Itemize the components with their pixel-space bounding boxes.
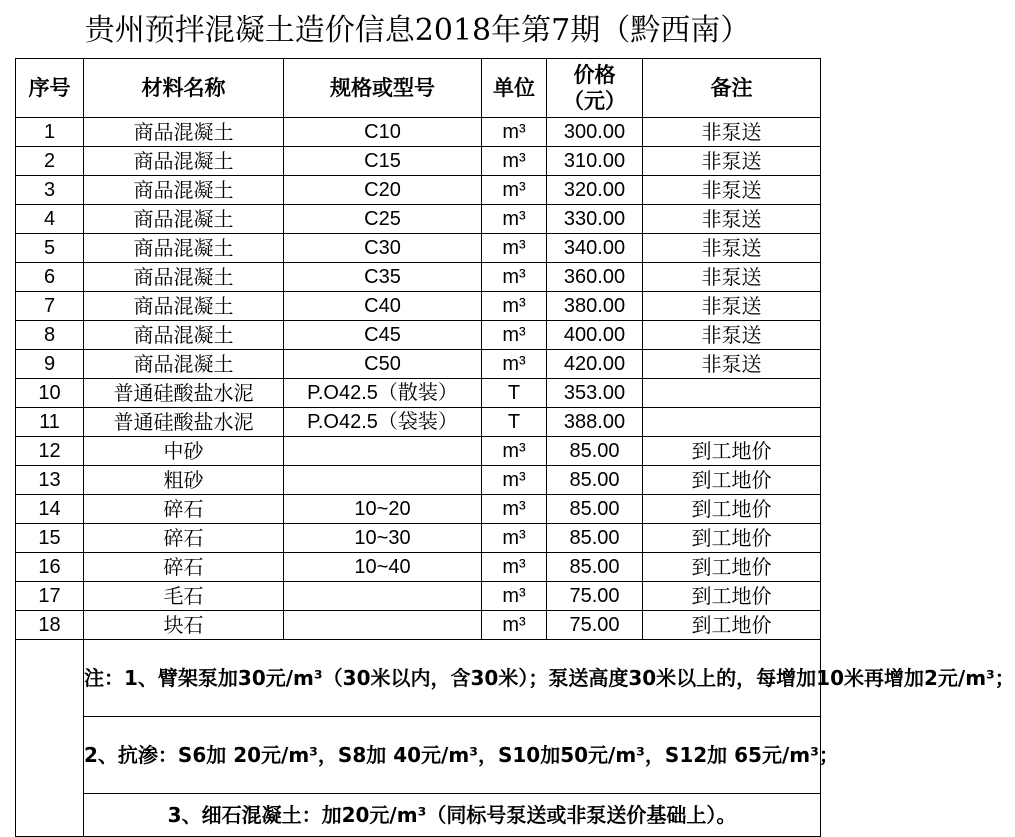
header-name: 材料名称 [84, 59, 284, 118]
cell-remark: 非泵送 [643, 292, 821, 321]
cell-remark: 到工地价 [643, 611, 821, 640]
cell-unit: m³ [482, 611, 547, 640]
cell-spec: 10~30 [284, 524, 482, 553]
cell-price: 75.00 [547, 582, 643, 611]
cell-seq: 5 [16, 234, 84, 263]
header-spec: 规格或型号 [284, 59, 482, 118]
cell-seq: 15 [16, 524, 84, 553]
header-price-line1: 价格 [573, 63, 616, 87]
table-row [16, 350, 821, 379]
cell-price: 400.00 [547, 321, 643, 350]
cell-name: 商品混凝土 [84, 350, 284, 379]
cell-remark: 非泵送 [643, 321, 821, 350]
table-row [16, 495, 821, 524]
cell-price: 320.00 [547, 176, 643, 205]
cell-seq: 18 [16, 611, 84, 640]
cell-unit: m³ [482, 292, 547, 321]
cell-remark: 到工地价 [643, 437, 821, 466]
cell-name: 块石 [84, 611, 284, 640]
table-row [16, 408, 821, 437]
table-row [16, 524, 821, 553]
cell-seq: 2 [16, 147, 84, 176]
table-row [16, 466, 821, 495]
cell-price: 340.00 [547, 234, 643, 263]
cell-remark: 非泵送 [643, 176, 821, 205]
cell-name: 碎石 [84, 495, 284, 524]
note-blank-cell [16, 640, 84, 837]
cell-remark: 非泵送 [643, 350, 821, 379]
cell-price: 75.00 [547, 611, 643, 640]
cell-remark: 到工地价 [643, 495, 821, 524]
cell-unit: m³ [482, 234, 547, 263]
cell-name: 商品混凝土 [84, 176, 284, 205]
cell-name: 普通硅酸盐水泥 [84, 379, 284, 408]
cell-seq: 6 [16, 263, 84, 292]
table-row [16, 292, 821, 321]
cell-remark: 非泵送 [643, 234, 821, 263]
table-row [16, 379, 821, 408]
cell-unit: m³ [482, 437, 547, 466]
note-row-2 [16, 717, 821, 794]
cell-seq: 13 [16, 466, 84, 495]
cell-spec [284, 582, 482, 611]
cell-name: 碎石 [84, 553, 284, 582]
cell-name: 商品混凝土 [84, 292, 284, 321]
cell-seq: 16 [16, 553, 84, 582]
cell-price: 420.00 [547, 350, 643, 379]
cell-price: 85.00 [547, 495, 643, 524]
table-body [16, 118, 821, 640]
cell-remark: 到工地价 [643, 553, 821, 582]
cell-unit: m³ [482, 495, 547, 524]
cell-seq: 8 [16, 321, 84, 350]
cell-name: 商品混凝土 [84, 263, 284, 292]
table-row [16, 553, 821, 582]
table-row [16, 263, 821, 292]
cell-unit: T [482, 379, 547, 408]
cell-name: 毛石 [84, 582, 284, 611]
table-row [16, 582, 821, 611]
cell-price: 85.00 [547, 524, 643, 553]
table-row [16, 437, 821, 466]
cell-spec: C40 [284, 292, 482, 321]
cell-spec: C30 [284, 234, 482, 263]
note-row-3 [16, 794, 821, 837]
cell-seq: 3 [16, 176, 84, 205]
cell-unit: m³ [482, 524, 547, 553]
cell-price: 360.00 [547, 263, 643, 292]
table-row [16, 176, 821, 205]
cell-seq: 7 [16, 292, 84, 321]
cell-remark [643, 408, 821, 437]
header-price-line2: （元） [563, 89, 626, 113]
cell-price: 353.00 [547, 379, 643, 408]
cell-name: 商品混凝土 [84, 205, 284, 234]
header-price [547, 59, 643, 118]
note-row-1 [16, 640, 821, 717]
table-row [16, 118, 821, 147]
cell-seq: 1 [16, 118, 84, 147]
cell-price: 330.00 [547, 205, 643, 234]
cell-spec: C50 [284, 350, 482, 379]
cell-price: 380.00 [547, 292, 643, 321]
cell-remark: 非泵送 [643, 147, 821, 176]
cell-unit: T [482, 408, 547, 437]
table-row [16, 147, 821, 176]
price-table [15, 58, 1015, 837]
cell-unit: m³ [482, 263, 547, 292]
cell-seq: 12 [16, 437, 84, 466]
header-row [16, 59, 821, 118]
table-row [16, 234, 821, 263]
cell-spec: 10~20 [284, 495, 482, 524]
cell-seq: 10 [16, 379, 84, 408]
header-unit: 单位 [482, 59, 547, 118]
cell-remark: 到工地价 [643, 582, 821, 611]
cell-price: 310.00 [547, 147, 643, 176]
cell-seq: 9 [16, 350, 84, 379]
table-row [16, 205, 821, 234]
cell-seq: 11 [16, 408, 84, 437]
cell-spec: C25 [284, 205, 482, 234]
cell-unit: m³ [482, 118, 547, 147]
cell-name: 商品混凝土 [84, 118, 284, 147]
cell-remark: 非泵送 [643, 263, 821, 292]
cell-spec: C45 [284, 321, 482, 350]
cell-unit: m³ [482, 321, 547, 350]
cell-remark [643, 379, 821, 408]
note-3: 3、细石混凝土：加20元/m³（同标号泵送或非泵送价基础上）。 [84, 794, 821, 837]
cell-price: 85.00 [547, 553, 643, 582]
cell-spec: C15 [284, 147, 482, 176]
cell-price: 85.00 [547, 466, 643, 495]
cell-price: 388.00 [547, 408, 643, 437]
cell-unit: m³ [482, 205, 547, 234]
cell-name: 商品混凝土 [84, 147, 284, 176]
cell-seq: 4 [16, 205, 84, 234]
cell-spec [284, 437, 482, 466]
cell-spec: P.O42.5（散装） [284, 379, 482, 408]
note-2: 2、抗渗：S6加 20元/m³，S8加 40元/m³，S10加50元/m³，S12加 65元/m³； [84, 717, 821, 794]
cell-remark: 到工地价 [643, 524, 821, 553]
cell-remark: 到工地价 [643, 466, 821, 495]
table-row [16, 321, 821, 350]
cell-spec: C35 [284, 263, 482, 292]
cell-name: 粗砂 [84, 466, 284, 495]
cell-spec: 10~40 [284, 553, 482, 582]
cell-price: 300.00 [547, 118, 643, 147]
cell-spec [284, 611, 482, 640]
cell-seq: 17 [16, 582, 84, 611]
cell-spec: P.O42.5（袋装） [284, 408, 482, 437]
cell-remark: 非泵送 [643, 205, 821, 234]
cell-name: 商品混凝土 [84, 234, 284, 263]
page-title: 贵州预拌混凝土造价信息2018年第7期（黔西南） [84, 13, 751, 48]
cell-unit: m³ [482, 582, 547, 611]
cell-remark: 非泵送 [643, 118, 821, 147]
table-row [16, 611, 821, 640]
cell-spec: C10 [284, 118, 482, 147]
cell-spec: C20 [284, 176, 482, 205]
cell-name: 中砂 [84, 437, 284, 466]
cell-price: 85.00 [547, 437, 643, 466]
cell-name: 普通硅酸盐水泥 [84, 408, 284, 437]
cell-name: 商品混凝土 [84, 321, 284, 350]
cell-unit: m³ [482, 147, 547, 176]
cell-spec [284, 466, 482, 495]
header-seq: 序号 [16, 59, 84, 118]
cell-unit: m³ [482, 553, 547, 582]
note-1: 注：1、臂架泵加30元/m³（30米以内，含30米）；泵送高度30米以上的，每增加10米再增加2元/m³； [84, 640, 821, 717]
header-remark: 备注 [643, 59, 821, 118]
cell-seq: 14 [16, 495, 84, 524]
cell-unit: m³ [482, 176, 547, 205]
cell-unit: m³ [482, 350, 547, 379]
cell-name: 碎石 [84, 524, 284, 553]
cell-unit: m³ [482, 466, 547, 495]
